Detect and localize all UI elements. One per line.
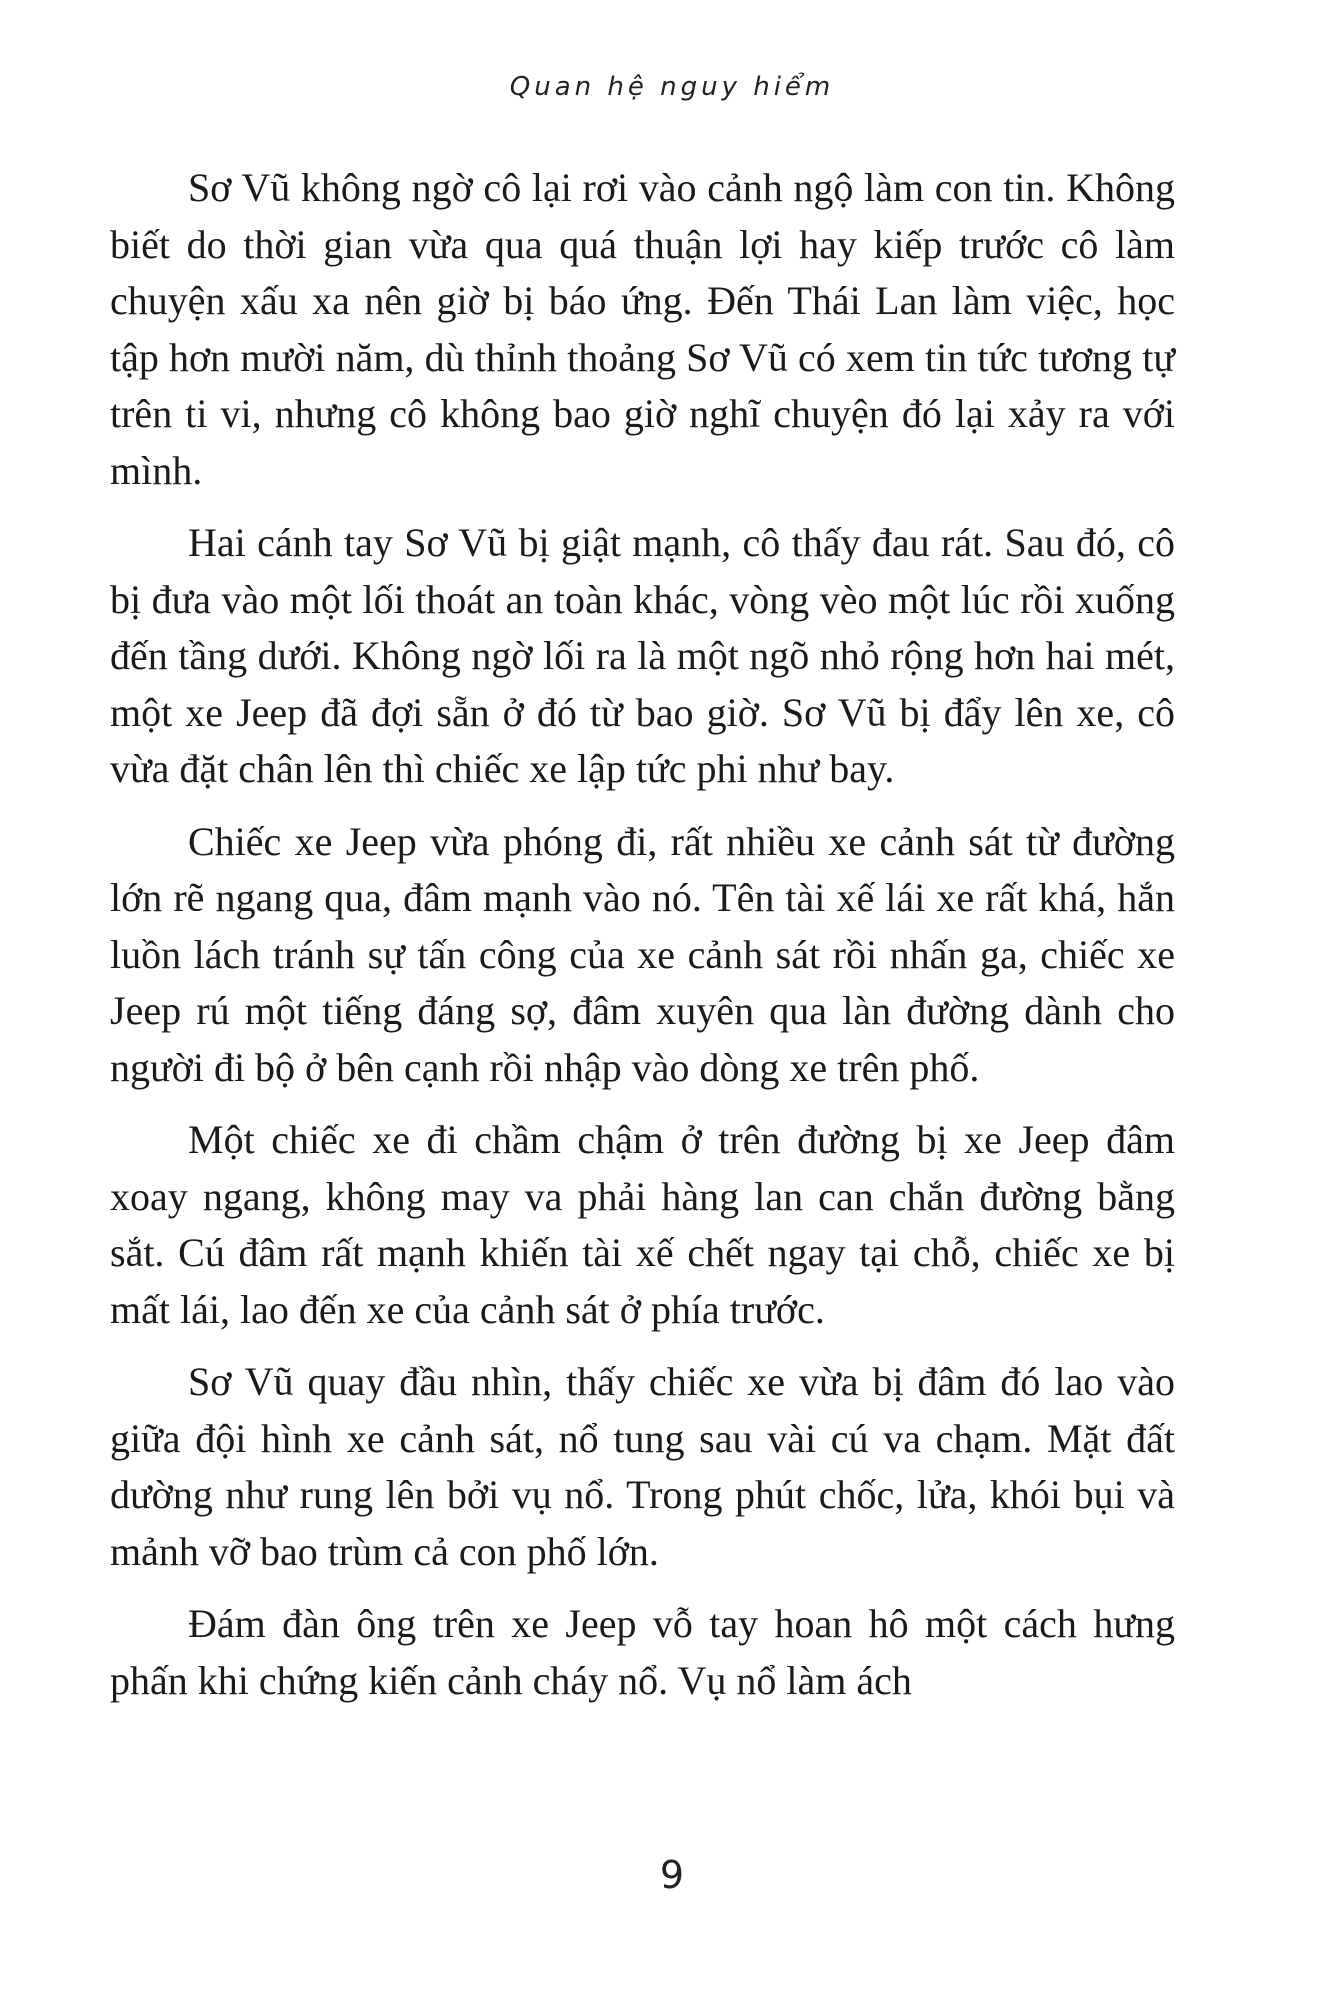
paragraph: Đám đàn ông trên xe Jeep vỗ tay hoan hô một cách hưng phấn khi chứng kiến cảnh cháy nổ. Vụ nổ làm ách (110, 1601, 1175, 1703)
running-header: Quan hệ nguy hiểm (509, 72, 835, 102)
paragraph: Sơ Vũ không ngờ cô lại rơi vào cảnh ngộ làm con tin. Không biết do thời gian vừa qua quá thuận lợi hay kiếp trước cô làm chuyện xấu xa nên giờ bị báo ứng. Đến Thái Lan làm việc, học tập hơn mười năm, dù thỉnh thoảng Sơ Vũ có xem tin tức tương tự trên ti vi, nhưng cô không bao giờ nghĩ chuyện đó lại xảy ra với mình. (110, 165, 1175, 493)
paragraph: Hai cánh tay Sơ Vũ bị giật mạnh, cô thấy đau rát. Sau đó, cô bị đưa vào một lối thoát an toàn khác, vòng vèo một lúc rồi xuống đến tầng dưới. Không ngờ lối ra là một ngõ nhỏ rộng hơn hai mét, một xe Jeep đã đợi sẵn ở đó từ bao giờ. Sơ Vũ bị đẩy lên xe, cô vừa đặt chân lên thì chiếc xe lập tức phi như bay. (110, 520, 1175, 791)
paragraph: Một chiếc xe đi chầm chậm ở trên đường bị xe Jeep đâm xoay ngang, không may va phải hàng lan can chắn đường bằng sắt. Cú đâm rất mạnh khiến tài xế chết ngay tại chỗ, chiếc xe bị mất lái, lao đến xe của cảnh sát ở phía trước. (110, 1117, 1175, 1332)
body-text (110, 160, 1175, 1725)
paragraph: Chiếc xe Jeep vừa phóng đi, rất nhiều xe cảnh sát từ đường lớn rẽ ngang qua, đâm mạnh vào nó. Tên tài xế lái xe rất khá, hắn luồn lách tránh sự tấn công của xe cảnh sát rồi nhấn ga, chiếc xe Jeep rú một tiếng đáng sợ, đâm xuyên qua làn đường dành cho người đi bộ ở bên cạnh rồi nhập vào dòng xe trên phố. (110, 818, 1175, 1090)
page-number: 9 (659, 1853, 685, 1897)
paragraph: Sơ Vũ quay đầu nhìn, thấy chiếc xe vừa bị đâm đó lao vào giữa đội hình xe cảnh sát, nổ tung sau vài cú va chạm. Mặt đất dường như rung lên bởi vụ nổ. Trong phút chốc, lửa, khói bụi và mảnh vỡ bao trùm cả con phố lớn. (110, 1359, 1175, 1574)
